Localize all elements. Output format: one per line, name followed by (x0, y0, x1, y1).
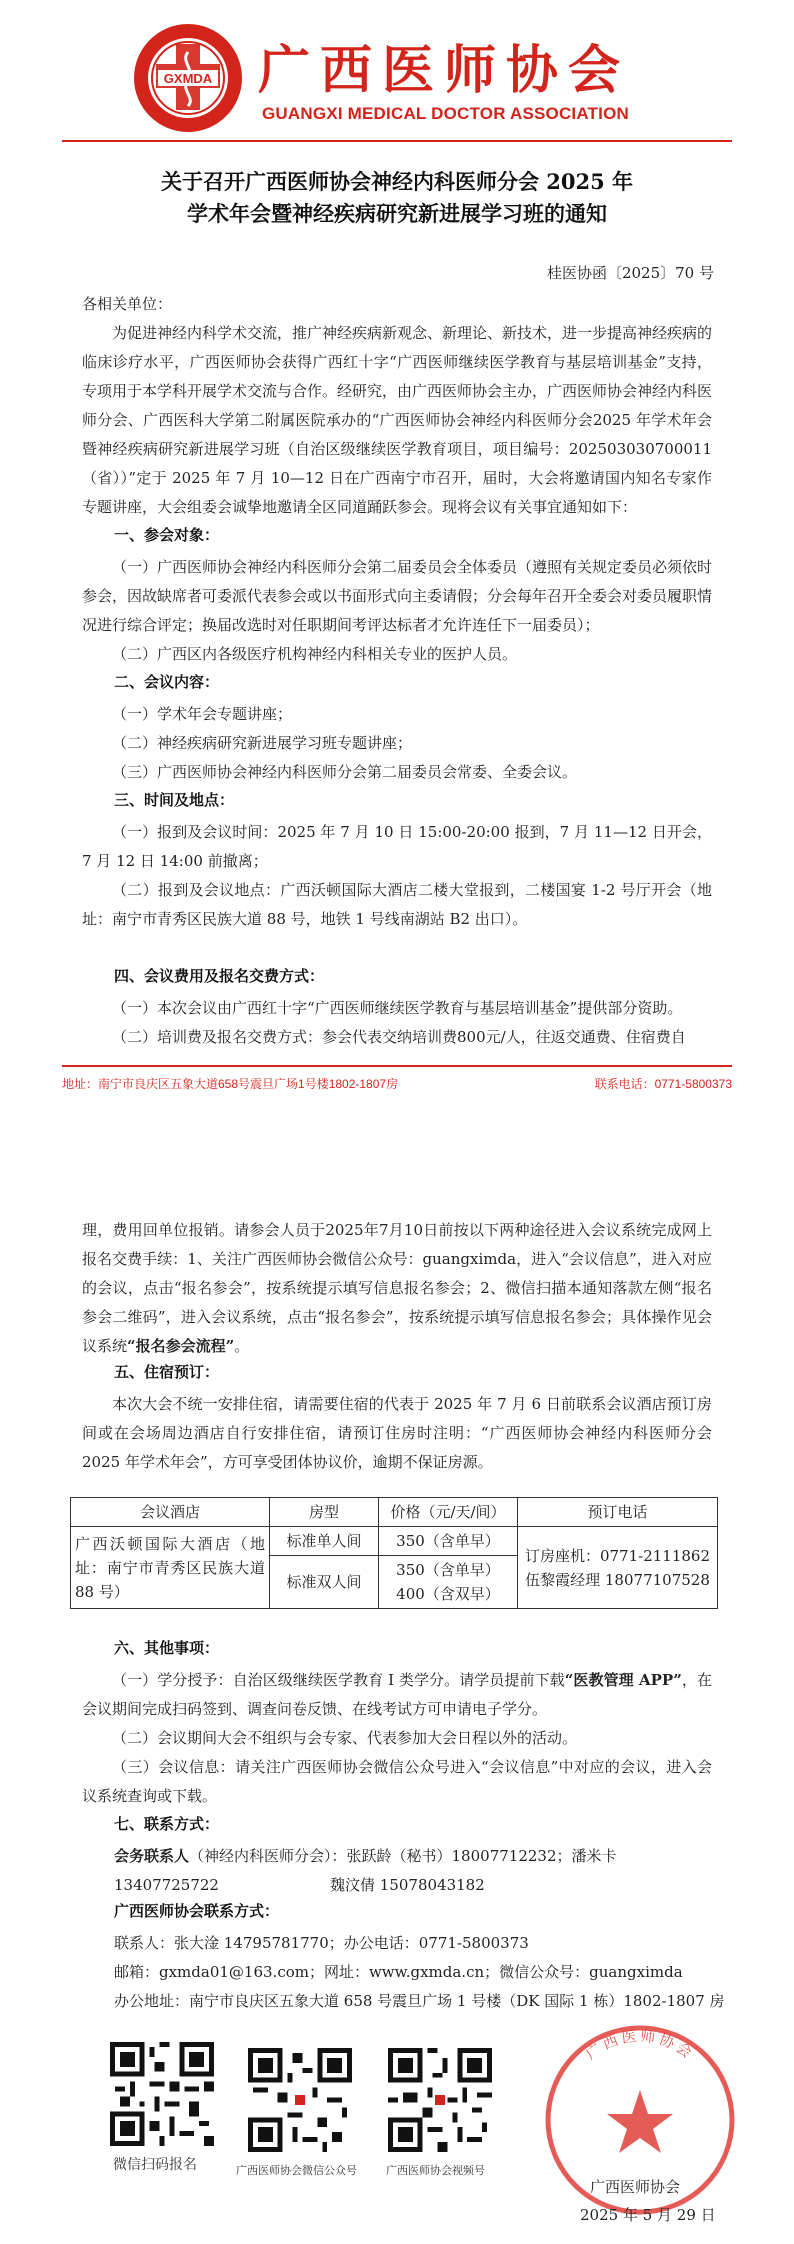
section-3-item-2: （二）报到及会议地点：广西沃顿国际大酒店二楼大堂报到，二楼国宴 1-2 号厅开会（地址：南宁市青秀区民族大道 88 号，地铁 1 号线南湖站 B2 出口）。 (82, 881, 712, 928)
logo-text: GXMDA (163, 71, 213, 86)
section-5-text: 本次大会不统一安排住宿，请需要住宿的代表于 2025 年 7 月 6 日前联系会议酒店预订房间或在会场周边酒店自行安排住宿，请预订住房时注明：“广西医师协会神经内科医师分会 2025 年学术年会”，方可享受团体协议价，逾期不保证房源。 (82, 1395, 712, 1471)
section-4-heading: 四、会议费用及报名交费方式： (114, 967, 325, 985)
section-2-item-2: （二）神经疾病研究新进展学习班专题讲座； (112, 734, 413, 752)
liaison-line-2: 魏汶倩 15078043182 (330, 1876, 485, 1894)
section-6-heading: 六、其他事项： (114, 1639, 220, 1657)
credit-text: （一）学分授予：自治区级继续医学教育 I 类学分。请学员提前下载 (112, 1671, 565, 1689)
credit-text-end: ，在会议期间完成扫码签到、调查问卷反馈、在线考试方可申请电子学分。 (82, 1671, 712, 1718)
registration-text-end: 。 (234, 1337, 250, 1355)
salutation-text: 各相关单位： (82, 295, 173, 313)
intro-text: 为促进神经内科学术交流，推广神经疾病新观念、新理论、新技术，进一步提高神经疾病的临床诊疗水平，广西医师协会获得广西红十字“广西医师继续医学教育与基层培训基金”支持，专项用于本学科开展学术交流与合作。经研究，由广西医师协会主办，广西医师协会神经内科医师分会、广西医科大学第二附属医院承办的“广西医师协会神经内科医师分会2025 年学术年会暨神经疾病研究新进展学习班（自治区级继续医学教育项目，项目编号：202503030700011（省））”定于 2025 年 7 月 10—12 日在广西南宁市召开，届时，大会将邀请国内知名专家作专题讲座，大会组委会诚挚地邀请全区同道踊跃参会。现将会议有关事宜通知如下： (82, 324, 713, 516)
section-1-item-1: （一）广西医师协会神经内科医师分会第二届委员会全体委员（遵照有关规定委员必须依时参会，因故缺席者可委派代表参会或以书面形式向主委请假；分会每年召开全委会对委员履职情况进行综合评定；换届改选时对任职期间考评达标者才允许连任下一届委员）； (82, 558, 713, 634)
hotel-table (70, 1497, 718, 1609)
liaison-label: 会务联系人 (114, 1847, 190, 1865)
section-7-heading: 七、联系方式： (114, 1815, 220, 1833)
document-number: 桂医协函〔2025〕70 号 (546, 264, 714, 282)
org-name-cn: 广西医师协会 (258, 40, 631, 101)
table-header: 价格（元/天/间） (379, 1498, 518, 1527)
intro-paragraph (82, 319, 712, 522)
section-4-item-1: （一）本次会议由广西红十字“广西医师继续医学教育与基层培训基金”提供部分资助。 (112, 999, 683, 1017)
registration-text: 理，费用回单位报销。请参会人员于2025年7月10日前按以下两种途径进入会议系统完成网上报名交费手续：1、关注广西医师协会微信公众号：guangximda，进入“会议信息”，进入对应的会议，点击“报名参会”，按系统提示填写信息报名参会；2、微信扫描本通知落款左侧“报名参会二维码”，进入会议系统，点击“报名参会”，按系统提示填写信息报名参会；具体操作见会议系统 (82, 1221, 712, 1355)
qr-code-wechat-official[interactable] (248, 2048, 352, 2152)
footer-phone: 联系电话：0771-5800373 (594, 1077, 732, 1091)
qr-caption-registration: 微信扫码报名 (113, 2156, 197, 2172)
price-cell: 350（含单早） (379, 1527, 518, 1556)
salutation (82, 290, 712, 319)
section-4-item-2-start: （二）培训费及报名交费方式：参会代表交纳培训费800元/人，往返交通费、住宿费自 (112, 1028, 686, 1046)
liaison-text: （神经内科医师分会）：张跃龄（秘书）18007712232；潘米卡 13407725722 (114, 1847, 617, 1894)
table-header: 预订电话 (518, 1498, 718, 1527)
svg-text:广西医师协会 (582, 2027, 697, 2064)
section-6-item-2: （二）会议期间大会不组织与会专家、代表参加大会日程以外的活动。 (112, 1729, 578, 1747)
booking-phone-1: 订房座机：0771-2111862 (524, 1546, 711, 1565)
signature-date: 2025 年 5 月 29 日 (580, 2206, 716, 2224)
section-6-item-3: （三）会议信息：请关注广西医师协会微信公众号进入“会议信息”中对应的会议，进入会议系统查询或下载。 (82, 1758, 712, 1805)
contact-person: 联系人：张大淦 14795781770；办公电话：0771-5800373 (114, 1934, 529, 1952)
section-2-item-1: （一）学术年会专题讲座； (112, 705, 293, 723)
association-contact-heading: 广西医师协会联系方式： (114, 1902, 280, 1920)
section-3-heading: 三、时间及地点： (114, 791, 235, 809)
footer-address: 地址：南宁市良庆区五象大道658号震旦广场1号楼1802-1807房 (62, 1077, 399, 1091)
price-cell (379, 1556, 518, 1609)
section-4-item-2-continued (82, 1216, 712, 1361)
app-name-emphasis: “医教管理 APP” (564, 1671, 682, 1689)
seal-ring-text: 广西医师协会 (582, 2026, 698, 2064)
section-2-item-3: （三）广西医师协会神经内科医师分会第二届委员会常委、全委会议。 (112, 763, 578, 781)
qr-code-video-channel[interactable] (388, 2048, 492, 2152)
section-1-item-2: （二）广西区内各级医疗机构神经内科相关专业的医护人员。 (112, 645, 518, 663)
notice-title-line2: 学术年会暨神经疾病研究新进展学习班的通知 (187, 201, 607, 226)
table-row (71, 1527, 718, 1556)
table-header: 会议酒店 (71, 1498, 270, 1527)
price-double-single-breakfast: 350（含单早） (396, 1561, 500, 1579)
section-5-heading: 五、住宿预订： (114, 1363, 220, 1381)
room-type-cell: 标准双人间 (270, 1556, 379, 1609)
booking-phone-cell (518, 1527, 718, 1609)
qr-caption-video-channel: 广西医师协会视频号 (386, 2165, 485, 2177)
room-type-cell: 标准单人间 (270, 1527, 379, 1556)
section-6-item-1 (82, 1666, 712, 1724)
section-2-heading: 二、会议内容： (114, 673, 220, 691)
registration-process-emphasis: “报名参会流程” (127, 1337, 235, 1355)
signature-org: 广西医师协会 (590, 2178, 681, 2196)
hotel-name-cell: 广西沃顿国际大酒店（地址：南宁市青秀区民族大道 88 号） (71, 1527, 270, 1609)
section-1-heading: 一、参会对象： (114, 526, 220, 544)
booking-phone-2: 伍黎霞经理 18077107528 (525, 1570, 710, 1589)
contact-address: 办公地址：南宁市良庆区五象大道 658 号震旦广场 1 号楼（DK 国际 1 栋）1802-1807 房 (114, 1992, 725, 2010)
qr-code-registration[interactable] (110, 2042, 214, 2146)
notice-title-line1: 关于召开广西医师协会神经内科医师分会 2025 年 (160, 169, 634, 194)
association-logo (132, 22, 244, 134)
contact-email: 邮箱：gxmda01@163.com；网址：www.gxmda.cn；微信公众号：guangximda (114, 1963, 683, 1981)
letterhead (0, 0, 794, 150)
section-3-item-1: （一）报到及会议时间：2025 年 7 月 10 日 15:00-20:00 报到，7 月 11—12 日开会，7 月 12 日 14:00 前撤离； (82, 823, 712, 870)
header-rule (62, 140, 732, 142)
qr-caption-wechat-official: 广西医师协会微信公众号 (236, 2165, 357, 2177)
table-header-row (71, 1498, 718, 1527)
footer-rule (62, 1065, 732, 1067)
table-header: 房型 (270, 1498, 379, 1527)
org-name-en: GUANGXI MEDICAL DOCTOR ASSOCIATION (262, 104, 629, 123)
price-double-double-breakfast: 400（含双早） (396, 1585, 500, 1603)
